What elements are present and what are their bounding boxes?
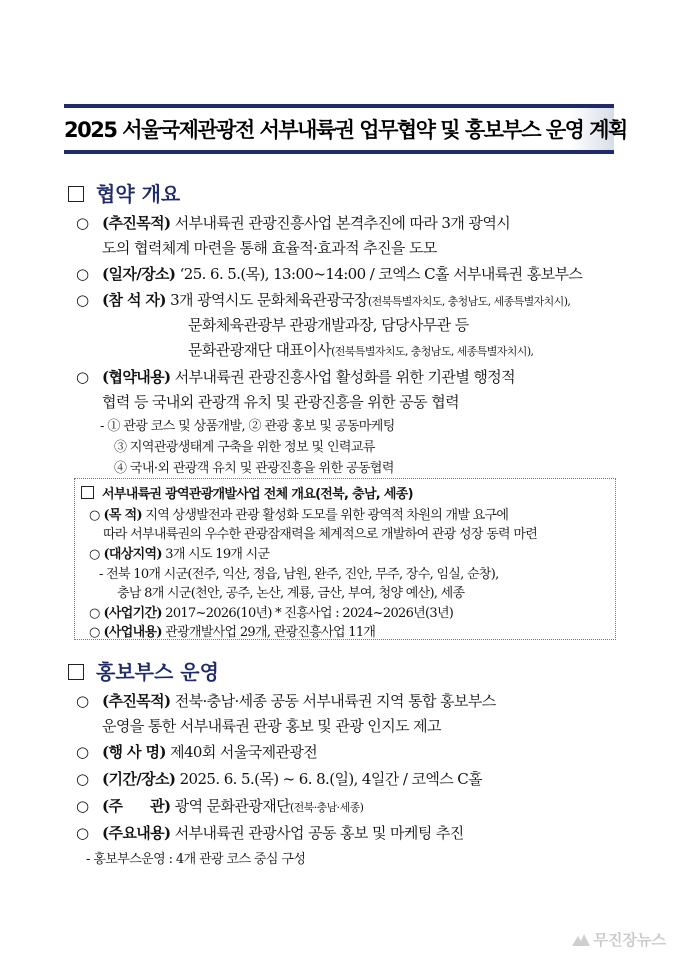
booth-purpose-line: ○ (추진목적) 전북·충남·세종 공동 서부내륙권 지역 통합 홍보부스 [76, 692, 496, 710]
booth-event-line: ○ (행 사 명) 제40회 서울국제관광전 [76, 743, 318, 761]
watermark-logo-icon [571, 931, 591, 947]
agreement-content-line: ○ (협약내용) 서부내륙권 관광진흥사업 활성화를 위한 기관별 행정적 [76, 368, 516, 386]
overview-title: 서부내륙권 광역관광개발사업 전체 개요(전북, 충남, 세종) [81, 483, 413, 502]
section-heading-booth: 홍보부스 운영 [68, 656, 219, 685]
title-band [64, 104, 627, 154]
agreement-datetime-line: ○ (일자/장소) ‘25. 6. 5.(목), 13:00~14:00 / 코엑스 C홀 서부내륙권 홍보부스 [76, 265, 583, 283]
agreement-content-line2: 협력 등 국내외 관광객 유치 및 관광진흥을 위한 공동 협력 [102, 393, 459, 411]
checkbox-icon [68, 664, 84, 680]
booth-purpose-line2: 운영을 통한 서부내륙권 관광 홍보 및 관광 인지도 제고 [102, 717, 441, 735]
agreement-content-item: - ① 관광 코스 및 상품개발, ② 관광 홍보 및 공동마케팅 [100, 419, 395, 434]
overview-panel [74, 478, 616, 640]
page-title: 2025 서울국제관광전 서부내륙권 업무협약 및 홍보부스 운영 계획 [64, 118, 627, 142]
agreement-attendees-line3: 문화관광재단 대표이사(전북특별자치도, 충청남도, 세종특별자치시), [188, 341, 534, 359]
agreement-attendees-line: ○ (참 석 자) 3개 광역시도 문화체육관광국장(전북특별자치도, 충청남도, 세종특별자치시), [76, 291, 571, 309]
overview-project-line: ○ (사업내용) 관광개발사업 29개, 관광진흥사업 11개 [89, 625, 376, 640]
agreement-attendees-line2: 문화체육관광부 관광개발과장, 담당사무관 등 [188, 316, 469, 334]
overview-period-line: ○ (사업기간) 2017~2026(10년) * 진흥사업 : 2024~2026년(3년) [89, 606, 454, 621]
overview-region-detail: 충남 8개 시군(천안, 공주, 논산, 계룡, 금산, 부여, 청양 예산), 세종 [117, 586, 465, 601]
booth-host-line: ○ (주 관) 광역 문화관광재단(전북·충남·세종) [76, 797, 364, 815]
agreement-content-item: ③ 지역관광생태계 구축을 위한 정보 및 인력교류 [114, 440, 375, 455]
checkbox-icon [81, 486, 94, 499]
booth-content-line: ○ (주요내용) 서부내륙권 관광사업 공동 홍보 및 마케팅 추진 [76, 824, 464, 842]
overview-purpose-line: ○ (목 적) 지역 상생발전과 관광 활성화 도모를 위한 광역적 차원의 개발 요구에 [89, 508, 509, 523]
overview-region-detail: - 전북 10개 시군(전주, 익산, 정읍, 남원, 완주, 진안, 무주, 장수, 임실, 순창), [99, 567, 499, 582]
watermark: 무진장뉴스 [571, 929, 666, 950]
overview-region-line: ○ (대상지역) 3개 시도 19개 시군 [89, 547, 270, 562]
agreement-content-item: ④ 국내·외 관광객 유치 및 관광진흥을 위한 공동협력 [114, 461, 394, 476]
overview-purpose-line2: 따라 서부내륙권의 우수한 관광잠재력을 체계적으로 개발하여 관광 성장 동력 마련 [103, 527, 538, 542]
booth-period-line: ○ (기간/장소) 2025. 6. 5.(목) ~ 6. 8.(일), 4일간 / 코엑스 C홀 [76, 770, 483, 788]
section-heading-agreement: 협약 개요 [68, 178, 180, 207]
agreement-purpose-line2: 도의 협력체계 마련을 통해 효율적·효과적 추진을 도모 [102, 239, 437, 257]
checkbox-icon [68, 186, 84, 202]
booth-sub-line: - 홍보부스운영 : 4개 관광 코스 중심 구성 [86, 852, 306, 867]
agreement-purpose-line: ○ (추진목적) 서부내륙권 관광진흥사업 본격추진에 따라 3개 광역시 [76, 214, 511, 232]
title-bottom-rule [64, 150, 614, 154]
